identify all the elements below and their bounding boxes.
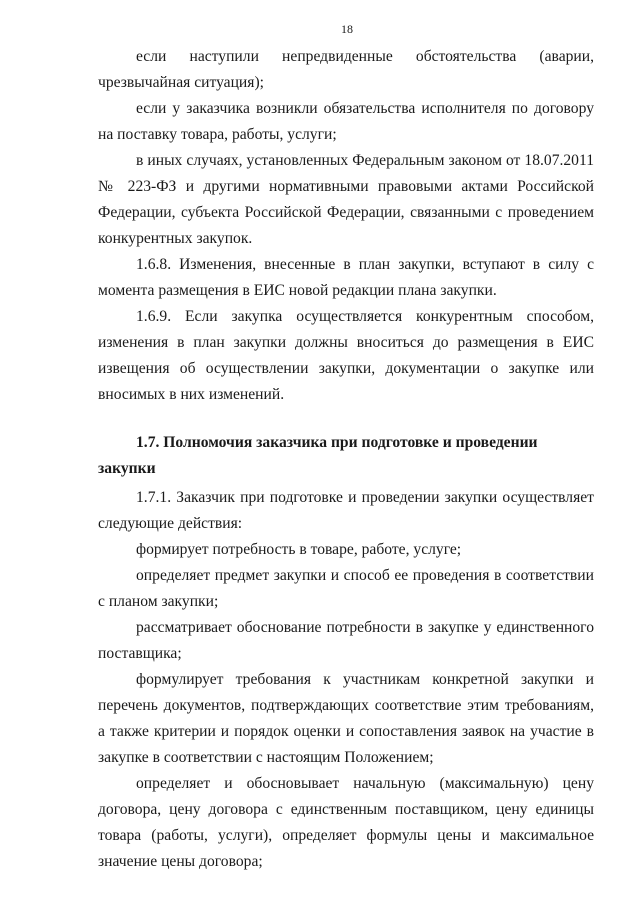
paragraph: в иных случаях, установленных Федеральным законом от 18.07.2011 № 223-ФЗ и другими нормативными правовыми актами Российской Федерации, субъекта Российской Федерации, связанными с проведением конкурентных закупок. — [98, 152, 594, 247]
page-content — [98, 44, 594, 875]
page-number: 18 — [341, 22, 353, 36]
list-item: формулирует требования к участникам конкретной закупки и перечень документов, подтверждающих соответствие этим требованиям, а также критерии и порядок оценки и сопоставления заявок на участие в закупке в соответствии с настоящим Положением; — [98, 671, 594, 766]
paragraph: если у заказчика возникли обязательства исполнителя по договору на поставку товара, работы, услуги; — [98, 100, 594, 143]
list-item: рассматривает обоснование потребности в закупке у единственного поставщика; — [98, 619, 594, 662]
paragraph: 1.6.9. Если закупка осуществляется конкурентным способом, изменения в план закупки должны вноситься до размещения в ЕИС извещения об осуществлении закупки, документации о закупке или вносимых в них изменений. — [98, 308, 594, 403]
list-item: определяет предмет закупки и способ ее проведения в соответствии с планом закупки; — [98, 567, 594, 610]
paragraph: 1.7.1. Заказчик при подготовке и проведении закупки осуществляет следующие действия: — [98, 489, 594, 532]
paragraph: если наступили непредвиденные обстоятельства (аварии, чрезвычайная ситуация); — [98, 48, 594, 91]
section-heading: 1.7. Полномочия заказчика при подготовке и проведении закупки — [98, 434, 538, 477]
list-item: определяет и обосновывает начальную (максимальную) цену договора, цену договора с единственным поставщиком, цену единицы товара (работы, услуги), определяет формулы цены и максимальное значение цены договора; — [98, 775, 594, 870]
paragraph: 1.6.8. Изменения, внесенные в план закупки, вступают в силу с момента размещения в ЕИС новой редакции плана закупки. — [98, 256, 594, 299]
list-item: формирует потребность в товаре, работе, услуге; — [136, 541, 462, 558]
